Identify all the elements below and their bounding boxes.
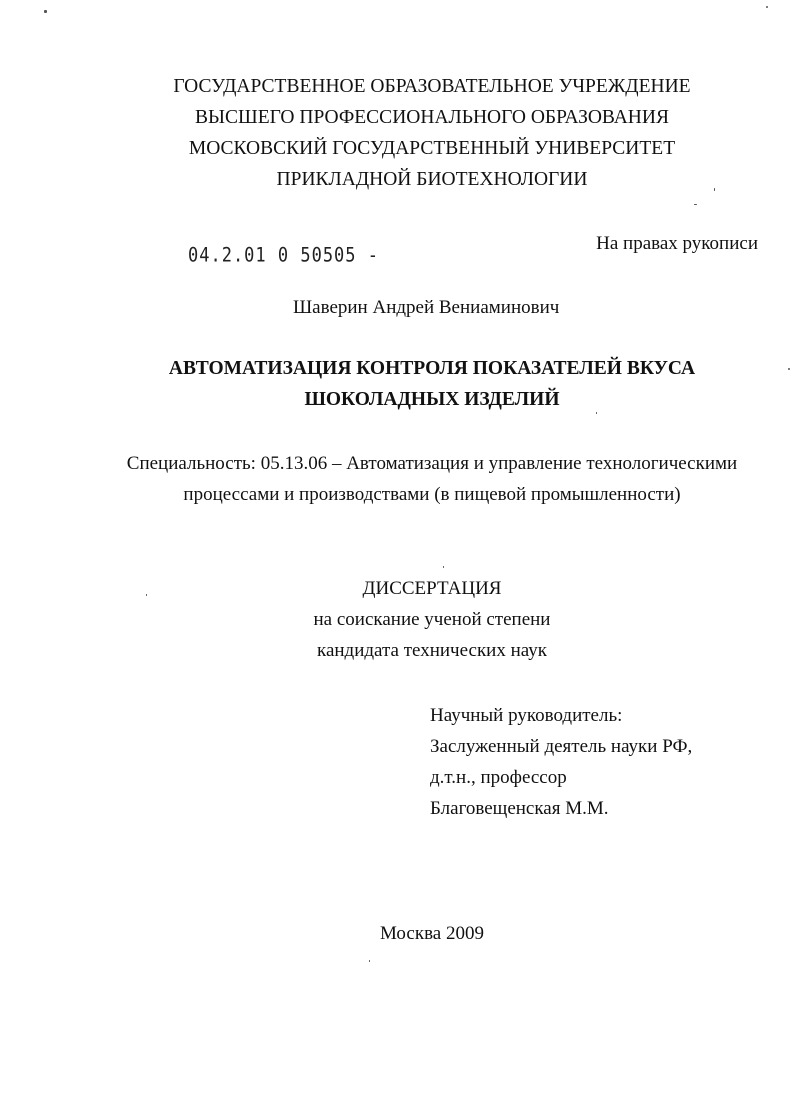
institution-line-3: МОСКОВСКИЙ ГОСУДАРСТВЕННЫЙ УНИВЕРСИТЕТ: [188, 138, 676, 159]
institution-line-1: ГОСУДАРСТВЕННОЕ ОБРАЗОВАТЕЛЬНОЕ УЧРЕЖДЕНИЕ: [173, 76, 691, 97]
author-name: Шаверин Андрей Вениаминович: [293, 297, 560, 318]
catalog-code-stamp: 04.2.01 0 50505 -: [188, 244, 379, 267]
scan-speck: [596, 412, 597, 414]
institution-line-2: ВЫСШЕГО ПРОФЕССИОНАЛЬНОГО ОБРАЗОВАНИЯ: [195, 107, 669, 128]
scan-speck: [443, 566, 444, 568]
dissertation-line-1: на соискание ученой степени: [313, 609, 551, 630]
specialty-line-2: процессами и производствами (в пищевой промышленности): [183, 484, 681, 505]
specialty-line-1: Специальность: 05.13.06 – Автоматизация и управление технологическими: [126, 453, 738, 474]
supervisor-label: Научный руководитель:: [430, 705, 623, 726]
place-year: Москва 2009: [380, 923, 484, 944]
scan-speck: [766, 6, 768, 8]
scan-speck: [694, 204, 697, 205]
manuscript-note: На правах рукописи: [596, 233, 758, 254]
scan-speck: [714, 188, 715, 191]
supervisor-title: Заслуженный деятель науки РФ,: [430, 736, 693, 757]
scan-speck: [369, 960, 370, 962]
supervisor-degree: д.т.н., профессор: [430, 767, 567, 788]
title-line-2: ШОКОЛАДНЫХ ИЗДЕЛИЙ: [304, 389, 560, 410]
title-line-1: АВТОМАТИЗАЦИЯ КОНТРОЛЯ ПОКАЗАТЕЛЕЙ ВКУСА: [168, 358, 696, 379]
supervisor-name: Благовещенская М.М.: [430, 798, 609, 819]
scan-speck: [44, 10, 47, 13]
institution-line-4: ПРИКЛАДНОЙ БИОТЕХНОЛОГИИ: [276, 169, 588, 190]
scan-speck: [788, 368, 790, 370]
dissertation-heading: ДИССЕРТАЦИЯ: [362, 578, 502, 599]
scan-speck: [146, 594, 147, 596]
dissertation-line-2: кандидата технических наук: [317, 640, 547, 661]
